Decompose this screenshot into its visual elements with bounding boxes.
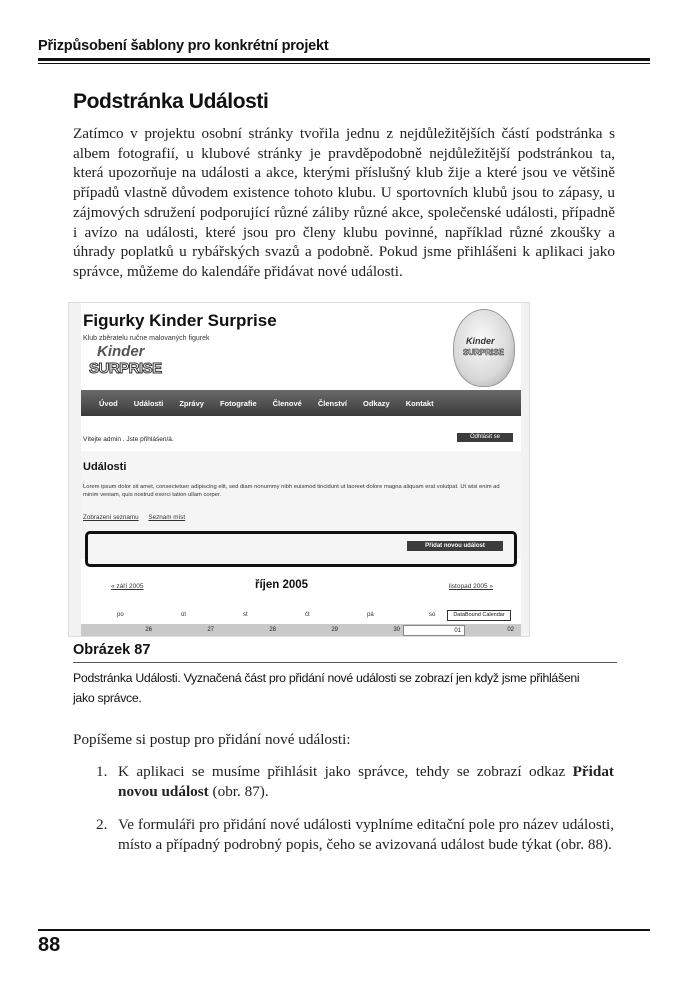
events-description: Lorem ipsum dolor sit amet, consectetuer adipiscing elit, sed diam nonummy nibh euismod tincidunt ut laoreet dolore magna aliquam erat volutpat. Ut wisi enim ad minim veniam, quis nostrud exerci tation ullam corper. (83, 484, 500, 498)
surprise-logo: SURPRISE (89, 360, 162, 377)
site-subtitle: Klub zběratelu ručne malovaných figurek (83, 335, 210, 342)
welcome-text: Vítejte admin . Jste přihlášen/á. (83, 436, 174, 443)
calendar-day[interactable]: 26 (145, 627, 152, 633)
figure-caption: Podstránka Události. Vyznačená část pro přidání nové události se zobrazí jen když jsme přihlášeni jako správce. (73, 671, 580, 705)
nav-item-odkazy[interactable]: Odkazy (363, 398, 390, 408)
egg-kinder-text: Kinder (466, 336, 495, 346)
kinder-logo: Kinder (97, 343, 145, 360)
step-item (96, 815, 614, 854)
nav-item-udalosti[interactable]: Události (133, 398, 164, 408)
nav-item-kontakt[interactable]: Kontakt (405, 398, 434, 408)
steps-list (96, 762, 614, 801)
nav-item-uvod[interactable]: Úvod (99, 398, 118, 408)
running-head: Přizpůsobení šablony pro konkrétní projekt (38, 38, 329, 54)
calendar-prev-link[interactable]: « září 2005 (111, 583, 144, 590)
steps-list-continued (96, 815, 614, 854)
nav-item-clenstvi[interactable]: Členství (317, 398, 347, 408)
list-view-link[interactable]: Zobrazení seznamu (83, 514, 139, 521)
nav-item-fotografie[interactable]: Fotografie (219, 398, 257, 408)
figure-rule (73, 662, 617, 663)
step-item (96, 762, 614, 801)
calendar-day[interactable]: 28 (269, 627, 276, 633)
places-list-link[interactable]: Seznam míst (148, 514, 186, 521)
logout-button[interactable]: Odhlásit se (457, 433, 513, 442)
lead-paragraph: Popíšeme si postup pro přidání nové události: (73, 731, 351, 748)
calendar-day[interactable]: 29 (331, 627, 338, 633)
step-text-end: (obr. 87). (208, 782, 269, 800)
weekday-label: čt (305, 612, 310, 618)
step-number: 2. (96, 816, 108, 833)
weekday-label: po (117, 612, 124, 618)
site-title: Figurky Kinder Surprise (83, 311, 277, 330)
step-number: 1. (96, 763, 108, 780)
step-text: K aplikaci se musíme přihlásit jako správce, tehdy se zobrazí odkaz (118, 763, 573, 780)
page-number: 88 (38, 934, 61, 956)
section-title: Podstránka Události (73, 90, 269, 113)
weekday-label: pá (367, 612, 374, 618)
footer-rule (38, 929, 650, 931)
intro-paragraph: Zatímco v projektu osobní stránky tvořila jednu z nejdůležitějších částí podstránka s albem fotografií, u klubové stránky je pravděpodobně nejdůležitější podstránkou ta, která upozorňuje na události a akce, kterými příslušný klub žije a které jsou ve většině případů vlastně důvodem existence tohoto klubu. U sportovních klubů jsou to zápasy, u zájmových sdružení podporující různé záliby různé akce, společenské události, případně i avízo na události, které jsou pro členy klubu povinné, například různé zkoušky a úhrady poplatků u rybářských svazů a podobně. Pokud jsme přihlášeni k aplikaci jako správce, můžeme do kalendáře přidávat nové události. (73, 125, 615, 280)
calendar-month-title: říjen 2005 (255, 579, 309, 591)
weekday-label: út (181, 612, 187, 618)
step-bold-link-name: Přidat novou událost (118, 763, 614, 800)
step-text: Ve formuláři pro přidání nové události vyplníme editační pole pro název události, místo a případný podrobný popis, čeho se avizovaná událost bude týkat (obr. 88). (118, 816, 614, 853)
view-links (83, 514, 193, 521)
egg-surprise-text: SURPRISE (463, 348, 504, 357)
calendar-day[interactable]: 30 (393, 627, 400, 633)
figure-label: Obrázek 87 (73, 642, 151, 658)
kinder-egg-logo (453, 309, 515, 387)
events-heading: Události (83, 461, 127, 473)
calendar-next-link[interactable]: listopad 2005 » (448, 583, 493, 590)
calendar-day[interactable]: 02 (507, 627, 514, 633)
calendar-day[interactable]: 27 (207, 627, 214, 633)
calendar-day-today[interactable]: 01 (403, 625, 465, 636)
nav-item-zpravy[interactable]: Zprávy (179, 398, 204, 408)
site-navbar (81, 390, 521, 416)
nav-item-clenove[interactable]: Členové (272, 398, 302, 408)
header-rule (38, 58, 650, 61)
weekday-label: so (429, 612, 436, 618)
weekday-label: st (243, 612, 248, 618)
figure-screenshot (68, 302, 530, 637)
add-event-button[interactable]: Přidat novou událost (407, 541, 503, 551)
header-rule-thin (38, 63, 650, 64)
calendar-control-label: DataBound Calendar (447, 610, 511, 621)
screenshot-page (81, 303, 521, 636)
